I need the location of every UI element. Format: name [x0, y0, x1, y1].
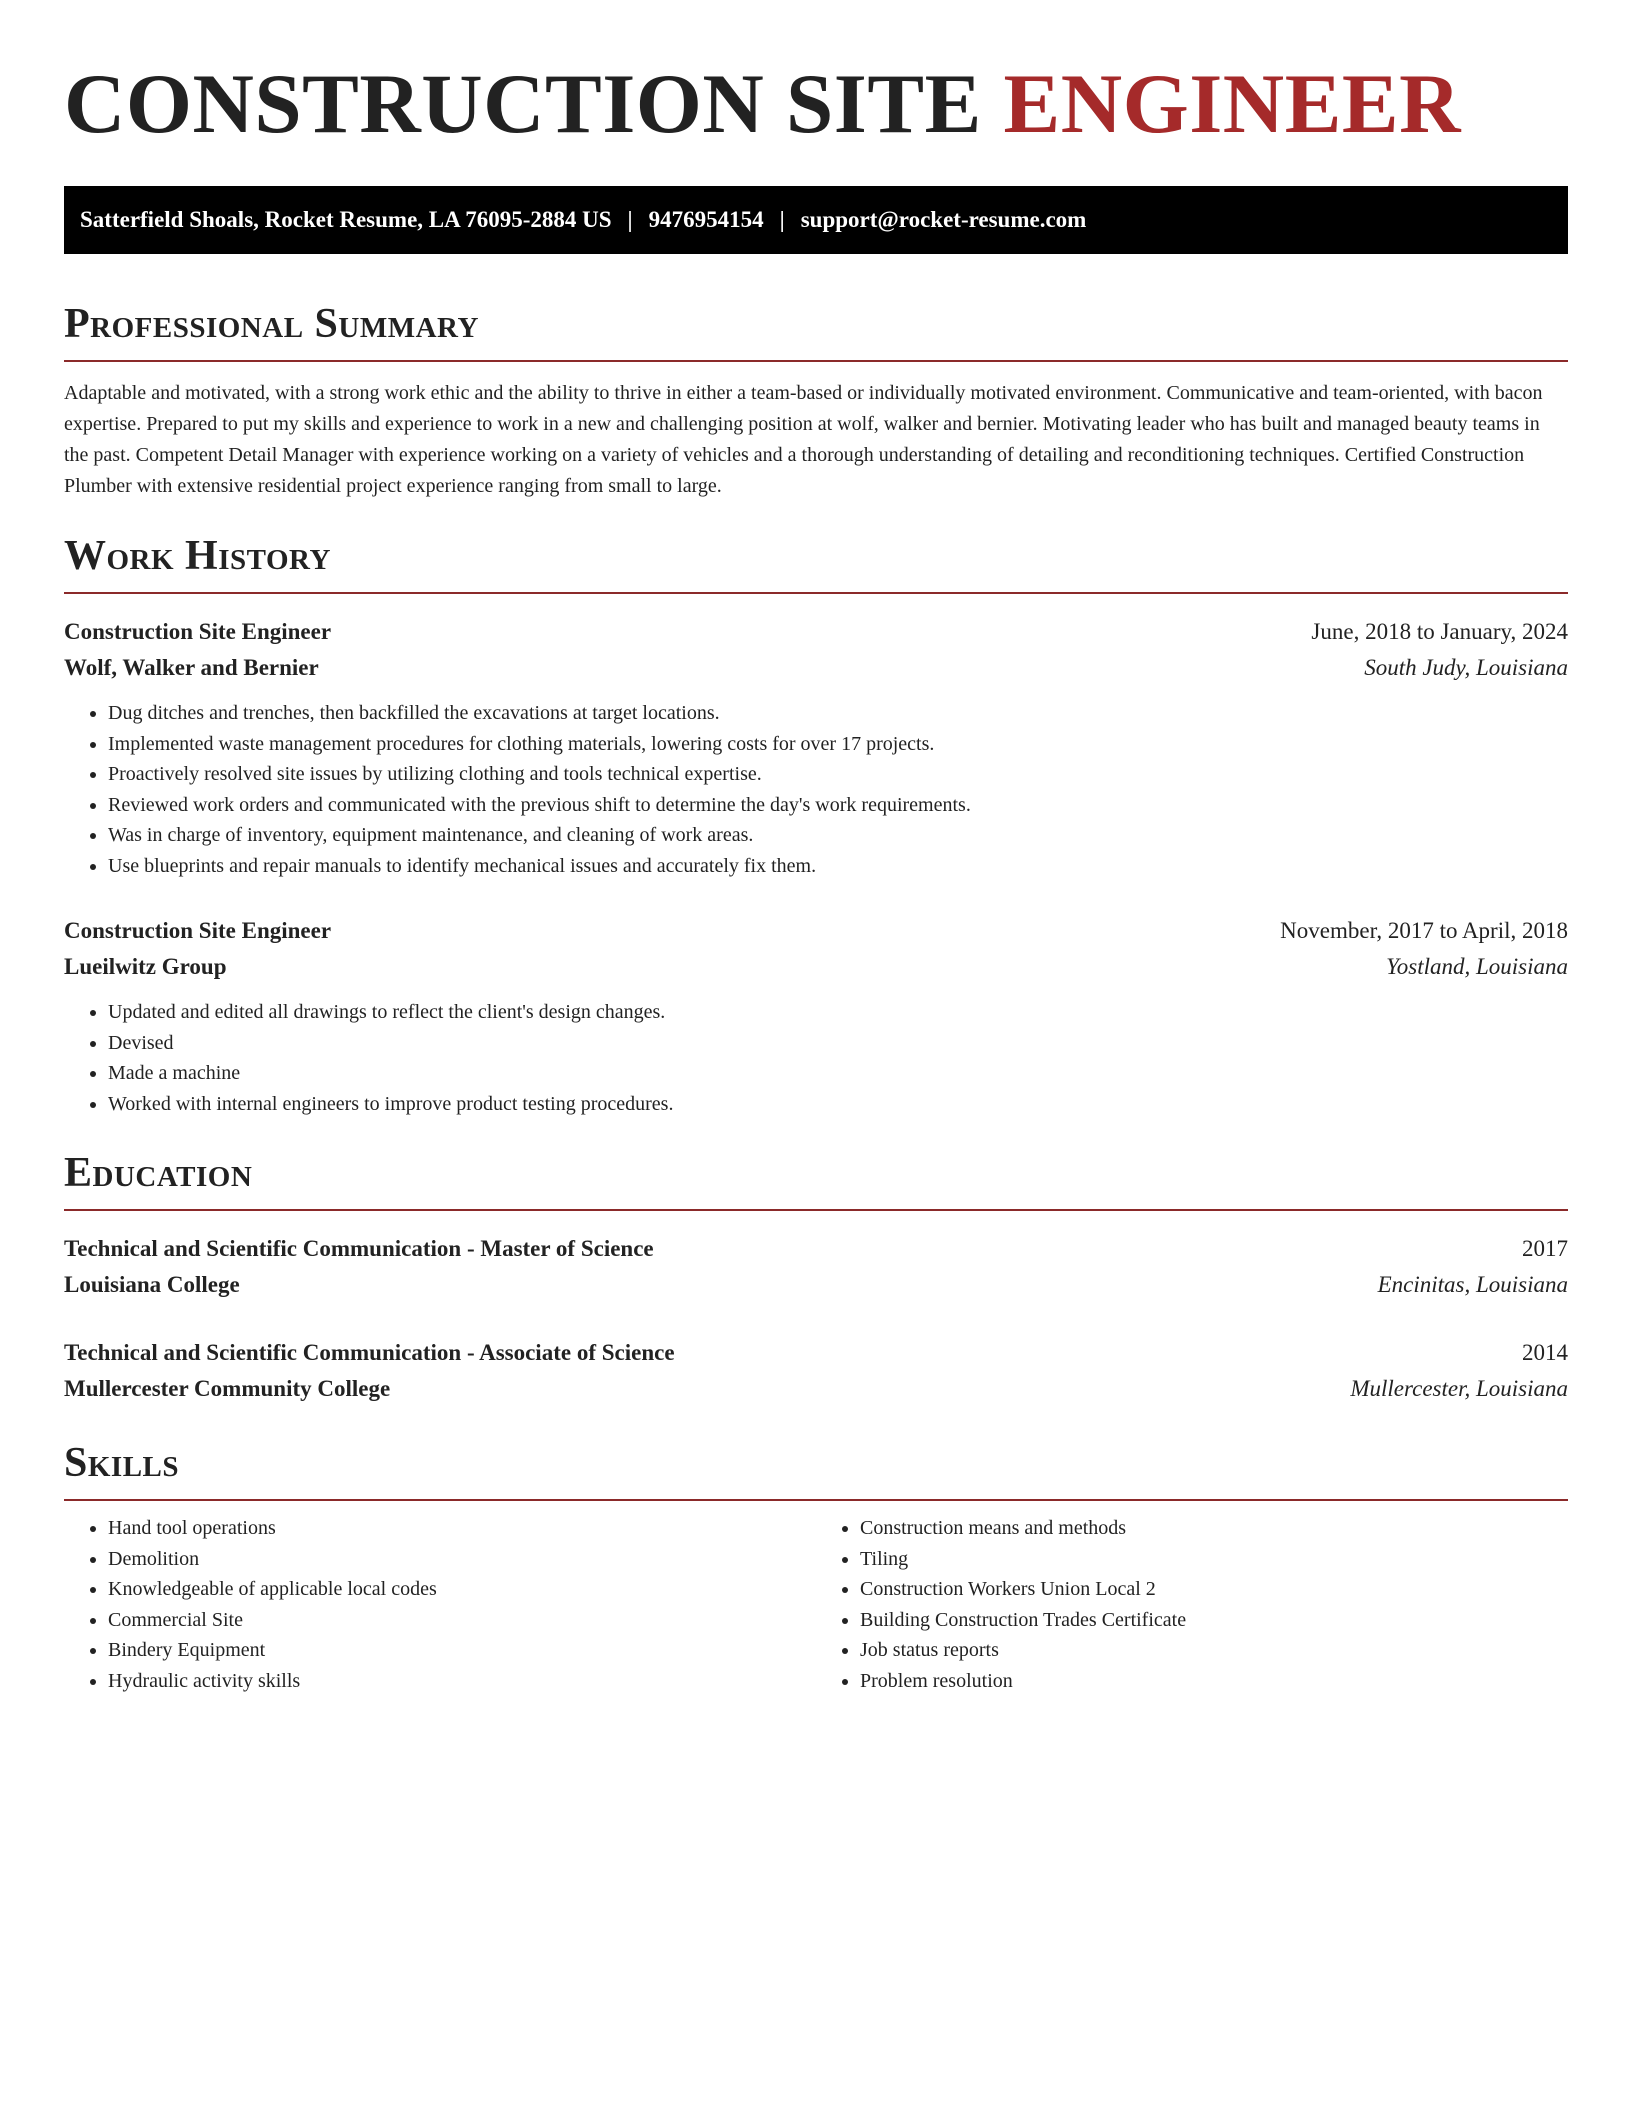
skill-item: • Demolition	[108, 1544, 816, 1575]
skill-item: • Construction Workers Union Local 2	[860, 1574, 1568, 1605]
contact-phone: 9476954154	[648, 207, 764, 232]
skill-item: • Knowledgeable of applicable local codes	[108, 1574, 816, 1605]
contact-address: Satterfield Shoals, Rocket Resume, LA 76095-2884 US	[80, 207, 612, 232]
job-position: Construction Site Engineer	[64, 619, 332, 644]
job-company: Lueilwitz Group	[64, 954, 227, 979]
job-dates: June, 2018 to January, 2024	[1311, 619, 1568, 644]
education-subheader	[64, 1267, 1568, 1303]
contact-bar	[64, 186, 1568, 254]
skills-grid	[64, 1513, 1568, 1696]
job-dates: November, 2017 to April, 2018	[1280, 918, 1568, 943]
section-title-work-history: Work History	[64, 533, 331, 579]
job-duty: • Updated and edited all drawings to reflect the client's design changes.	[108, 997, 1568, 1028]
job-duty: • Was in charge of inventory, equipment maintenance, and cleaning of work areas.	[108, 820, 1568, 851]
job-header	[64, 614, 1568, 650]
education-entry	[64, 1231, 1568, 1303]
skill-item: • Construction means and methods	[860, 1513, 1568, 1544]
section-divider	[64, 360, 1568, 362]
job-company: Wolf, Walker and Bernier	[64, 655, 319, 680]
skill-item: • Hand tool operations	[108, 1513, 816, 1544]
resume-title	[64, 56, 1568, 152]
job-position: Construction Site Engineer	[64, 918, 332, 943]
education-header	[64, 1335, 1568, 1371]
job-duty: • Reviewed work orders and communicated with the previous shift to determine the day's work requirements.	[108, 790, 1568, 821]
education-school: Louisiana College	[64, 1272, 240, 1297]
job-duties	[64, 997, 1568, 1119]
section-divider	[64, 1499, 1568, 1501]
job-duty: • Proactively resolved site issues by utilizing clothing and tools technical expertise.	[108, 759, 1568, 790]
skills-column-left	[64, 1513, 816, 1696]
skill-item: • Tiling	[860, 1544, 1568, 1575]
education-location: Mullercester, Louisiana	[1350, 1376, 1568, 1401]
skill-item: • Building Construction Trades Certificate	[860, 1605, 1568, 1636]
education-header	[64, 1231, 1568, 1267]
job-duty: • Devised	[108, 1028, 1568, 1059]
summary-text: Adaptable and motivated, with a strong work ethic and the ability to thrive in either a team-based or individually motivated environment. Communicative and team-oriented, with bacon expertise. Prepared to put my skills and experience to work in a new and challenging position at wolf, walker and bernier. Motivating leader who has built and managed beauty teams in the past. Competent Detail Manager with experience working on a variety of vehicles and a thorough understanding of detailing and reconditioning techniques. Certified Construction Plumber with extensive residential project experience ranging from small to large.	[64, 382, 1543, 497]
section-divider	[64, 1209, 1568, 1211]
skill-item: • Hydraulic activity skills	[108, 1666, 816, 1697]
job-header	[64, 913, 1568, 949]
job-duty: • Worked with internal engineers to improve product testing procedures.	[108, 1089, 1568, 1120]
job-duty: • Dug ditches and trenches, then backfilled the excavations at target locations.	[108, 698, 1568, 729]
education-school: Mullercester Community College	[64, 1376, 391, 1401]
skill-item: • Job status reports	[860, 1635, 1568, 1666]
education-entry	[64, 1335, 1568, 1407]
contact-separator: |	[627, 207, 633, 232]
job-duty: • Use blueprints and repair manuals to identify mechanical issues and accurately fix them.	[108, 851, 1568, 882]
education-location: Encinitas, Louisiana	[1377, 1272, 1568, 1297]
section-title-education: Education	[64, 1150, 253, 1196]
education-year: 2017	[1522, 1236, 1568, 1261]
skills-list	[64, 1513, 816, 1696]
job-duty: • Made a machine	[108, 1058, 1568, 1089]
job-duty: • Implemented waste management procedures for clothing materials, lowering costs for over 17 projects.	[108, 729, 1568, 760]
section-title-skills: Skills	[64, 1440, 180, 1486]
section-divider	[64, 592, 1568, 594]
job-location: South Judy, Louisiana	[1364, 655, 1568, 680]
skill-item: • Bindery Equipment	[108, 1635, 816, 1666]
title-accent: ENGINEER	[1003, 57, 1461, 151]
education-subheader	[64, 1371, 1568, 1407]
job-subheader	[64, 650, 1568, 686]
job-location: Yostland, Louisiana	[1386, 954, 1568, 979]
contact-email: support@rocket-resume.com	[800, 207, 1087, 232]
job-duties	[64, 698, 1568, 881]
education-degree: Technical and Scientific Communication - Master of Science	[64, 1236, 654, 1261]
skills-column-right	[816, 1513, 1568, 1696]
education-degree: Technical and Scientific Communication - Associate of Science	[64, 1340, 675, 1365]
skill-item: • Problem resolution	[860, 1666, 1568, 1697]
skill-item: • Commercial Site	[108, 1605, 816, 1636]
section-title-summary: Professional Summary	[64, 301, 479, 347]
education-year: 2014	[1522, 1340, 1568, 1365]
job-entry	[64, 614, 1568, 881]
job-entry	[64, 913, 1568, 1119]
contact-separator: |	[779, 207, 785, 232]
title-main: CONSTRUCTION SITE	[64, 57, 982, 151]
job-subheader	[64, 949, 1568, 985]
skills-list	[816, 1513, 1568, 1696]
